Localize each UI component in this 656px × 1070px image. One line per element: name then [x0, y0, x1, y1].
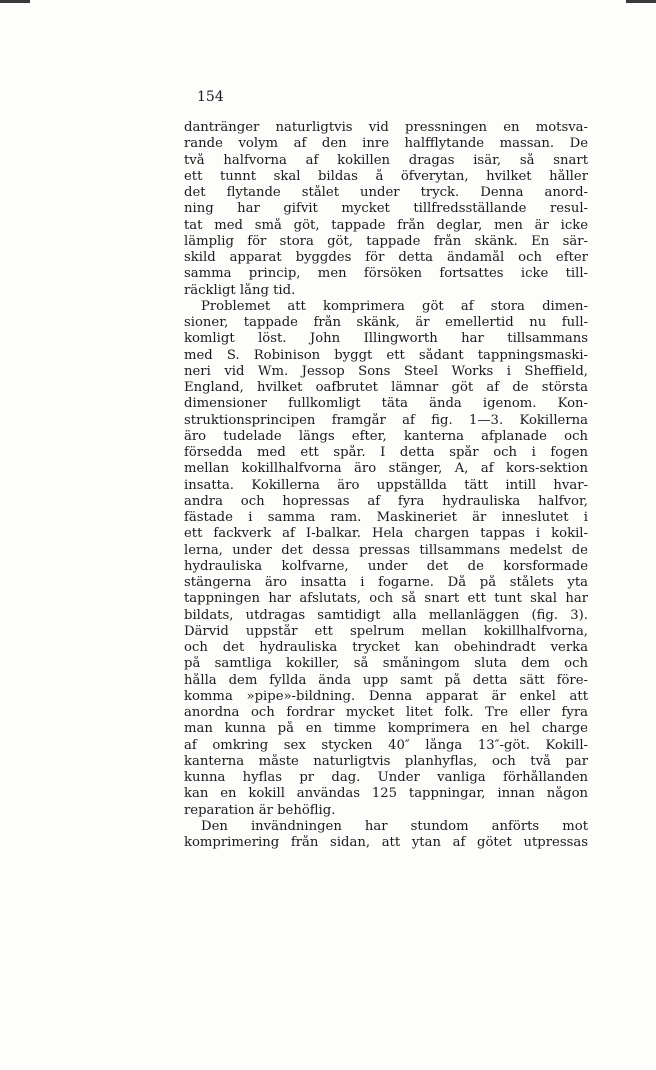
text-line: fästade i samma ram. Maskineriet är inneslutet i	[184, 510, 588, 525]
text-line: anordna och fordrar mycket litet folk. Tre eller fyra	[184, 705, 588, 720]
text-line: Den invändningen har stundom anförts mot	[201, 818, 588, 834]
text-line: komma »pipe»-bildning. Denna apparat är enkel att	[184, 688, 588, 704]
text-line: kanterna måste naturligtvis planhyflas, och två par	[184, 753, 588, 769]
text-line: Därvid uppstår ett spelrum mellan kokillhalfvorna,	[184, 623, 588, 639]
text-line: hålla dem fyllda ända upp samt på detta sätt före-	[184, 672, 588, 688]
text-line: kan en kokill användas 125 tappningar, innan någon	[184, 786, 588, 802]
text-line: hydrauliska kolfvarne, under det de korsformade	[184, 558, 588, 574]
text-line: bildats, utdragas samtidigt alla mellanläggen (fig. 3).	[184, 607, 588, 623]
text-line: kunna hyflas pr dag. Under vanliga förhållanden	[184, 770, 588, 785]
text-line: reparation är behöflig.	[184, 802, 336, 818]
text-line: ning har gifvit mycket tillfredsställande resul-	[184, 201, 588, 217]
text-line: räckligt lång tid.	[184, 282, 296, 298]
text-line: skild apparat byggdes för detta ändamål och efter	[184, 250, 588, 265]
text-line: man kunna på en timme komprimera en hel charge	[184, 721, 588, 737]
text-line: stängerna äro insatta i fogarne. Då på stålets yta	[184, 575, 588, 590]
text-line: Problemet att komprimera göt af stora dimen-	[201, 298, 588, 314]
text-line: komligt löst. John Illingworth har tillsammans	[184, 331, 588, 347]
text-line: mellan kokillhalfvorna äro stänger, A, af kors-sektion	[184, 461, 588, 477]
text-line: försedda med ett spår. I detta spår och i fogen	[184, 445, 588, 460]
text-line: tat med små göt, tappade från deglar, men är icke	[184, 217, 588, 233]
text-line: lerna, under det dessa pressas tillsammans medelst de	[184, 542, 588, 558]
text-line: ett fackverk af I-balkar. Hela chargen tappas i kokil-	[184, 526, 588, 542]
text-line: två halfvorna af kokillen dragas isär, så snart	[184, 152, 588, 168]
text-line: tappningen har afslutats, och så snart ett tunt skal har	[184, 591, 588, 607]
text-line: komprimering från sidan, att ytan af götet utpressas	[184, 835, 588, 850]
text-line: lämplig för stora göt, tappade från skänk. En sär-	[184, 233, 588, 249]
text-line: insatta. Kokillerna äro uppställda tätt intill hvar-	[184, 477, 588, 493]
text-line: dantränger naturligtvis vid pressningen en motsva-	[184, 120, 588, 135]
text-line: med S. Robinison byggt ett sådant tappningsmaski-	[184, 347, 588, 363]
text-line: det flytande stålet under tryck. Denna anord-	[184, 185, 588, 200]
text-line: på samtliga kokiller, så småningom sluta dem och	[184, 656, 588, 672]
text-line: ett tunnt skal bildas å öfverytan, hvilket håller	[184, 168, 588, 184]
text-line: struktionsprincipen framgår af fig. 1—3. Kokillerna	[184, 412, 588, 428]
text-line: och det hydrauliska trycket kan obehindradt verka	[184, 640, 588, 655]
scan-edge-mark-left	[0, 0, 30, 3]
text-line: England, hvilket oafbrutet lämnar göt af de största	[184, 380, 588, 395]
text-line: samma princip, men försöken fortsattes icke till-	[184, 266, 588, 282]
text-line: andra och hopressas af fyra hydrauliska halfvor,	[184, 493, 588, 509]
body-text	[184, 120, 588, 851]
text-line: äro tudelade längs efter, kanterna afplanade och	[184, 428, 588, 444]
text-line: neri vid Wm. Jessop Sons Steel Works i Sheffield,	[184, 363, 588, 379]
page-number: 154	[197, 89, 224, 105]
text-line: dimensioner fullkomligt täta ända igenom. Kon-	[184, 396, 588, 412]
text-line: rande volym af den inre halfflytande massan. De	[184, 136, 588, 152]
text-line: af omkring sex stycken 40″ långa 13″-göt. Kokill-	[184, 737, 588, 753]
scan-edge-mark-right	[626, 0, 656, 3]
text-line: sioner, tappade från skänk, är emellertid nu full-	[184, 315, 588, 330]
